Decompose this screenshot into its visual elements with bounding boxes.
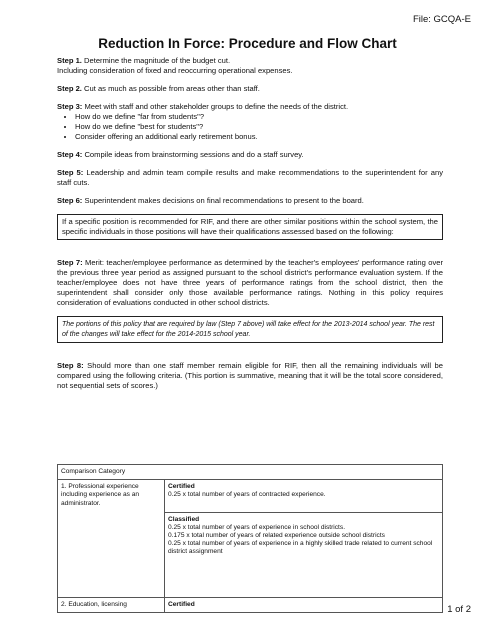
list-item: • How do we define "far from students"? <box>75 112 443 122</box>
step-4-text: Compile ideas from brainstorming sessions and do a staff survey. <box>82 150 304 159</box>
category-cell: 1. Professional experience including experience as an administrator. <box>58 480 165 597</box>
step-6-label: Step 6: <box>57 196 83 205</box>
step-3 <box>57 102 443 112</box>
classified-line: 0.175 x total number of years of related experience outside school districts <box>168 532 385 540</box>
step-5-label: Step 5: <box>57 168 84 177</box>
table-header-cell: Comparison Category <box>58 465 443 480</box>
classified-line: 0.25 x total number of years of experience in a highly skilled trade related to current school district assignment <box>168 540 433 556</box>
step-4 <box>57 150 443 160</box>
step-7 <box>57 258 443 308</box>
table-row <box>58 465 443 480</box>
step-1-line2: Including consideration of fixed and reoccurring operational expenses. <box>57 66 293 75</box>
certified-text: 0.25 x total number of years of contracted experience. <box>168 491 326 499</box>
step-3-text: Meet with staff and other stakeholder groups to define the needs of the district. <box>82 102 349 111</box>
file-label: File: GCQA-E <box>412 14 471 25</box>
classified-label: Classified <box>168 515 200 523</box>
step-2 <box>57 84 443 94</box>
step-1-text: Determine the magnitude of the budget cut. <box>81 56 231 65</box>
list-item: • Consider offering an additional early retirement bonus. <box>75 132 443 142</box>
list-item: • How do we define "best for students"? <box>75 122 443 132</box>
step-4-label: Step 4: <box>57 150 83 159</box>
classified-cell <box>165 512 443 597</box>
rif-notice-box: If a specific position is recommended for RIF, and there are other similar positions within the school system, the specific individuals in those positions will have their qualifications assessed based on the following: <box>57 214 443 240</box>
certified-cell <box>165 480 443 512</box>
comparison-table <box>57 464 443 613</box>
page-number: 1 of 2 <box>447 604 471 615</box>
certified-cell <box>165 597 443 612</box>
certified-label: Certified <box>168 600 195 608</box>
table-row <box>58 480 443 512</box>
step-3-bullets <box>57 112 443 142</box>
page-title: Reduction In Force: Procedure and Flow Chart <box>98 36 397 51</box>
step-2-label: Step 2. <box>57 84 82 93</box>
step-6-text: Superintendent makes decisions on final recommendations to present to the board. <box>82 196 364 205</box>
step-3-label: Step 3: <box>57 102 83 111</box>
step-8-label: Step 8: <box>57 361 84 370</box>
certified-label: Certified <box>168 483 195 491</box>
step-8 <box>57 361 443 391</box>
step-7-label: Step 7: <box>57 258 83 267</box>
step-6 <box>57 196 443 206</box>
step-5-text: Leadership and admin team compile results and make recommendations to the superintendent for any staff cuts. <box>57 168 443 187</box>
step-8-text: Should more than one staff member remain eligible for RIF, then all the remaining individuals will be compared using the following criteria. (This portion is summative, meaning that it will be the total score considered, not sequential sets of scores.) <box>57 361 443 390</box>
step-1-label: Step 1. <box>57 56 82 65</box>
document-body <box>57 56 443 399</box>
step-2-text: Cut as much as possible from areas other than staff. <box>81 84 260 93</box>
classified-line: 0.25 x total number of years of experience in school districts. <box>168 523 346 531</box>
category-cell: 2. Education, licensing <box>58 597 165 612</box>
step-5 <box>57 168 443 188</box>
step-7-text: Merit: teacher/employee performance as determined by the teacher's employees' performance rating over the previous three year period as assigned pursuant to the school district's performance evaluation system. If the teacher/employee does not have three years of performance ratings from the school district, then the superintendent shall consider only those available performance ratings. Nothing in this policy requires consideration of evaluations conducted in other school districts. <box>57 258 443 307</box>
step-1 <box>57 56 443 76</box>
law-note-box: The portions of this policy that are required by law (Step 7 above) will take effect for the 2013-2014 school year. The rest of the changes will take effect for the 2014-2015 school year. <box>57 316 443 343</box>
table-row <box>58 597 443 612</box>
